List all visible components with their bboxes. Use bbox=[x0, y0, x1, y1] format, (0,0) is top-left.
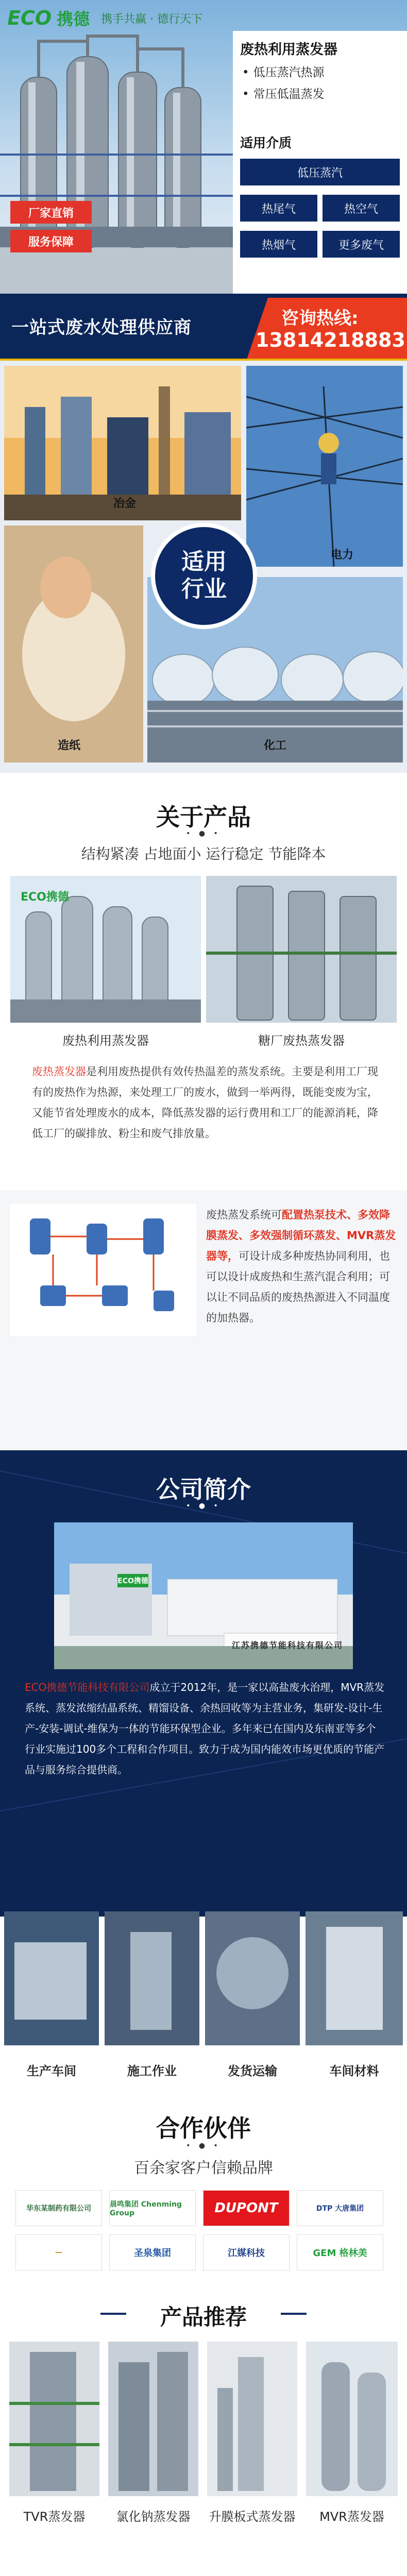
product-caption: MVR蒸发器 bbox=[319, 2510, 384, 2524]
title-dash-right bbox=[281, 2313, 307, 2315]
section-subtitle: 百余家客户信赖品牌 bbox=[134, 2159, 273, 2177]
workshop-photo bbox=[4, 1911, 99, 2045]
industries-center-badge bbox=[151, 523, 257, 629]
product-photo-sugar bbox=[206, 876, 397, 1023]
photo-caption: 车间材料 bbox=[329, 2064, 379, 2078]
industries-section bbox=[0, 361, 407, 773]
bullet-item: • 常压低温蒸发 bbox=[242, 84, 325, 101]
title-dots: • ● • bbox=[186, 1502, 221, 1510]
center-text-line: 行业 bbox=[181, 576, 227, 602]
power-photo bbox=[246, 366, 403, 567]
section-title: 关于产品 bbox=[156, 803, 251, 831]
company-photos-section bbox=[0, 1911, 407, 2094]
company-description-text: 成立于2012年，是一家以高盐废水治理，MVR蒸发系统、蒸发浓缩结晶系统、精馏设备、余热回收等为主营业务，集研发-设计-生产-安装-调试-维保为一体的节能环保型企业。多年来已在国内及东南亚等多个行业实施过100多个工程和合作项目。致力于成为国内能效市场更优质的节能产品与服务综合提供商。 bbox=[25, 1681, 385, 1776]
banner-slogan: 一站式废水处理供应商 bbox=[11, 317, 192, 338]
company-name-highlight: ECO携德节能科技有限公司 bbox=[25, 1681, 150, 1693]
hotline-label: 咨询热线: bbox=[281, 308, 359, 329]
tvr-photo bbox=[9, 2342, 99, 2496]
product-description bbox=[32, 1061, 387, 1144]
config-text-highlight: 配置热泵技术、多效降膜蒸发、多效强制循环蒸发、MVR蒸发器等， bbox=[206, 1209, 396, 1262]
partner-logo: — bbox=[15, 2234, 102, 2270]
partner-logo: DTP 大唐集团 bbox=[297, 2190, 383, 2226]
industry-label: 电力 bbox=[331, 549, 354, 562]
photo-caption: 发货运输 bbox=[228, 2064, 277, 2078]
process-flow-diagram bbox=[9, 1203, 197, 1337]
company-building-sign: 江苏携德节能科技有限公司 bbox=[232, 1640, 344, 1650]
about-product-section bbox=[0, 773, 407, 1190]
partners-section bbox=[0, 2094, 407, 2295]
partner-logo: 圣泉集团 bbox=[109, 2234, 196, 2270]
badge-direct-sale: 厂家直销 bbox=[10, 201, 92, 224]
badge-service: 服务保障 bbox=[10, 230, 92, 252]
medium-tag: 热尾气 bbox=[240, 195, 317, 222]
medium-tag: 热空气 bbox=[323, 195, 400, 222]
shipping-photo bbox=[205, 1911, 300, 2045]
partner-logo: DUPONT bbox=[203, 2190, 290, 2226]
system-config-text bbox=[206, 1205, 397, 1328]
company-sign-logo: ECO携德 bbox=[117, 1574, 148, 1587]
photo-caption: 施工作业 bbox=[127, 2064, 177, 2078]
photo-caption: 生产车间 bbox=[27, 2064, 76, 2078]
mvr-photo bbox=[306, 2342, 398, 2496]
plate-photo bbox=[207, 2342, 297, 2496]
medium-title: 适用介质 bbox=[240, 135, 292, 150]
partner-logo: 华东某制药有限公司 bbox=[15, 2190, 102, 2226]
company-description bbox=[25, 1677, 385, 1780]
product-recommend-section bbox=[0, 2295, 407, 2576]
brand-logo bbox=[7, 6, 202, 30]
hotline-banner bbox=[0, 294, 407, 361]
product-caption: TVR蒸发器 bbox=[23, 2510, 86, 2524]
partner-logo: GEM 格林美 bbox=[297, 2234, 383, 2270]
title-dash-left bbox=[100, 2313, 126, 2315]
product-title: 废热利用蒸发器 bbox=[240, 42, 337, 58]
industry-label: 造纸 bbox=[58, 739, 81, 752]
materials-photo bbox=[306, 1911, 403, 2045]
config-text-b: 可设计成多种废热协同利用，也可以设计成废热和生蒸汽混合利用；可以让不同品质的废热热源进入不同温度的加热器。 bbox=[206, 1250, 390, 1324]
hero-section bbox=[0, 0, 407, 294]
paper-photo bbox=[4, 526, 143, 762]
config-text-a: 废热蒸发系统可 bbox=[206, 1209, 282, 1221]
medium-tag: 热烟气 bbox=[240, 231, 317, 258]
product-caption: 升膜板式蒸发器 bbox=[209, 2510, 296, 2524]
bullet-item: • 低压蒸汽热源 bbox=[242, 63, 325, 80]
section-title: 合作伙伴 bbox=[156, 2114, 251, 2142]
title-dots: • ● • bbox=[186, 829, 221, 838]
photo-watermark-logo: ECO携德 bbox=[21, 891, 69, 904]
company-section bbox=[0, 1450, 407, 1911]
product-caption: 废热利用蒸发器 bbox=[62, 1033, 149, 1048]
medium-tag: 低压蒸汽 bbox=[240, 159, 400, 185]
partner-logo: 江媒科技 bbox=[203, 2234, 290, 2270]
hotline-number[interactable]: 13814218883 bbox=[256, 329, 405, 351]
industry-label: 化工 bbox=[264, 739, 287, 752]
medium-tag: 更多废气 bbox=[323, 231, 400, 258]
product-name-highlight: 废热蒸发器 bbox=[32, 1065, 86, 1078]
section-title: 公司简介 bbox=[156, 1476, 251, 1503]
product-description-text: 是利用废热提供有效传热温差的蒸发系统。主要是利用工厂现有的废热作为热源，来处理工厂的废水，做到一举两得，既能变废为宝，又能节省处理废水的成本，降低蒸发器的运行费用和工厂的能源消耗，降低工厂的碳排放、粉尘和废气排放量。 bbox=[32, 1065, 378, 1140]
industry-label: 冶金 bbox=[113, 497, 137, 510]
section-title: 产品推荐 bbox=[160, 2304, 247, 2330]
system-config-section bbox=[0, 1190, 407, 1450]
nacl-photo bbox=[108, 2342, 198, 2496]
product-caption: 糖厂废热蒸发器 bbox=[258, 1033, 345, 1048]
title-dots: • ● • bbox=[186, 2142, 221, 2150]
section-subtitle: 结构紧凑 占地面小 运行稳定 节能降本 bbox=[81, 845, 326, 862]
product-caption: 氯化钠蒸发器 bbox=[116, 2510, 191, 2524]
logo-eco-text: ECO bbox=[7, 7, 52, 29]
construction-photo bbox=[105, 1911, 199, 2045]
product-spec-panel bbox=[233, 31, 407, 294]
logo-cn-text: 携德 bbox=[57, 9, 90, 29]
partner-logo: 晨鸣集团 Chenming Group bbox=[109, 2190, 196, 2226]
brand-slogan: 携手共赢 · 德行天下 bbox=[101, 12, 203, 26]
center-text-line: 适用 bbox=[181, 549, 227, 575]
